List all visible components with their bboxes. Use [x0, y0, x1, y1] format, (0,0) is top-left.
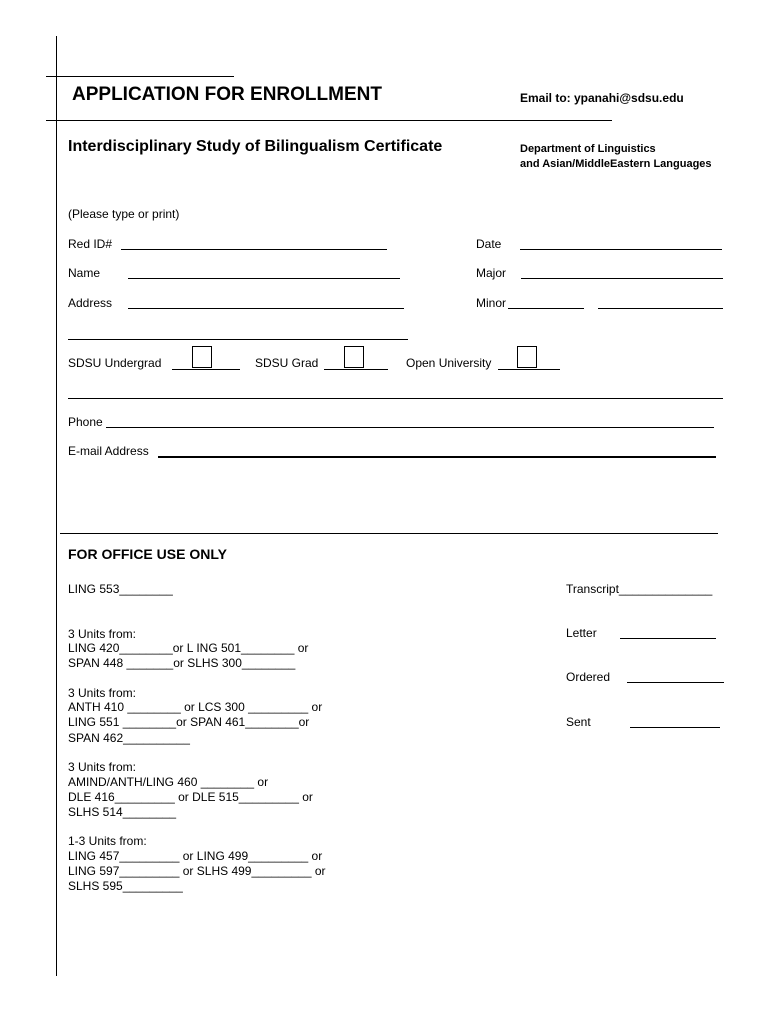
name-field[interactable] — [128, 278, 400, 279]
undergrad-checkbox[interactable] — [192, 346, 212, 368]
major-field[interactable] — [521, 278, 723, 279]
department-line-2: and Asian/MiddleEastern Languages — [520, 158, 712, 170]
minor-field-2[interactable] — [598, 308, 723, 309]
red-id-label: Red ID# — [68, 237, 113, 251]
top-rule — [46, 76, 234, 77]
office-divider — [60, 533, 718, 534]
email-to: Email to: ypanahi@sdsu.edu — [520, 91, 684, 105]
email-address-label: E-mail Address — [68, 444, 149, 458]
group-heading: 3 Units from: — [68, 760, 137, 774]
open-university-line — [498, 369, 560, 370]
open-university-label: Open University — [406, 356, 492, 370]
sent-field[interactable] — [630, 727, 720, 728]
undergrad-label: SDSU Undergrad — [68, 356, 162, 370]
address-field-line-2[interactable] — [68, 339, 408, 340]
letter-field[interactable] — [620, 638, 716, 639]
transcript-field: Transcript______________ — [566, 582, 713, 596]
instruction-text: (Please type or print) — [68, 207, 180, 221]
open-university-checkbox[interactable] — [517, 346, 537, 368]
letter-label: Letter — [566, 626, 597, 640]
phone-field[interactable] — [106, 427, 714, 428]
page-title: APPLICATION FOR ENROLLMENT — [72, 84, 382, 105]
course-line: DLE 416_________ or DLE 515_________ or — [68, 790, 313, 804]
date-field[interactable] — [520, 249, 722, 250]
office-heading: FOR OFFICE USE ONLY — [68, 546, 227, 562]
address-label: Address — [68, 296, 113, 310]
red-id-field[interactable] — [121, 249, 387, 250]
phone-label: Phone — [68, 415, 103, 429]
minor-label: Minor — [476, 296, 507, 310]
course-line: SPAN 448 _______or SLHS 300________ — [68, 656, 296, 670]
ordered-field[interactable] — [627, 682, 724, 683]
ordered-label: Ordered — [566, 670, 611, 684]
course-line: LING 551 ________or SPAN 461________or — [68, 715, 310, 729]
course-line: ANTH 410 ________ or LCS 300 _________ or — [68, 700, 323, 714]
course-line: LING 420________or L ING 501________ or — [68, 641, 309, 655]
sent-label: Sent — [566, 715, 591, 729]
grad-label: SDSU Grad — [255, 356, 319, 370]
course-line: AMIND/ANTH/LING 460 ________ or — [68, 775, 269, 789]
date-label: Date — [476, 237, 502, 251]
grad-line — [324, 369, 388, 370]
separator-line — [68, 398, 723, 399]
left-margin-rule — [56, 36, 57, 976]
course-line: SLHS 514________ — [68, 805, 177, 819]
undergrad-line — [172, 369, 240, 370]
group-heading: 1-3 Units from: — [68, 834, 147, 848]
course-line: SPAN 462__________ — [68, 731, 190, 745]
grad-checkbox[interactable] — [344, 346, 364, 368]
group-heading: 3 Units from: — [68, 627, 137, 641]
address-field[interactable] — [128, 308, 404, 309]
certificate-title: Interdisciplinary Study of Bilingualism Certificate — [68, 138, 443, 155]
group-heading: 3 Units from: — [68, 686, 137, 700]
course-line: LING 457_________ or LING 499_________ or — [68, 849, 323, 863]
ling553-field: LING 553________ — [68, 582, 173, 596]
course-line: SLHS 595_________ — [68, 879, 183, 893]
title-rule — [46, 120, 612, 121]
department-line-1: Department of Linguistics — [520, 143, 656, 155]
course-line: LING 597_________ or SLHS 499_________ or — [68, 864, 326, 878]
name-label: Name — [68, 266, 101, 280]
major-label: Major — [476, 266, 507, 280]
email-address-field[interactable] — [158, 456, 716, 458]
minor-field-1[interactable] — [508, 308, 584, 309]
